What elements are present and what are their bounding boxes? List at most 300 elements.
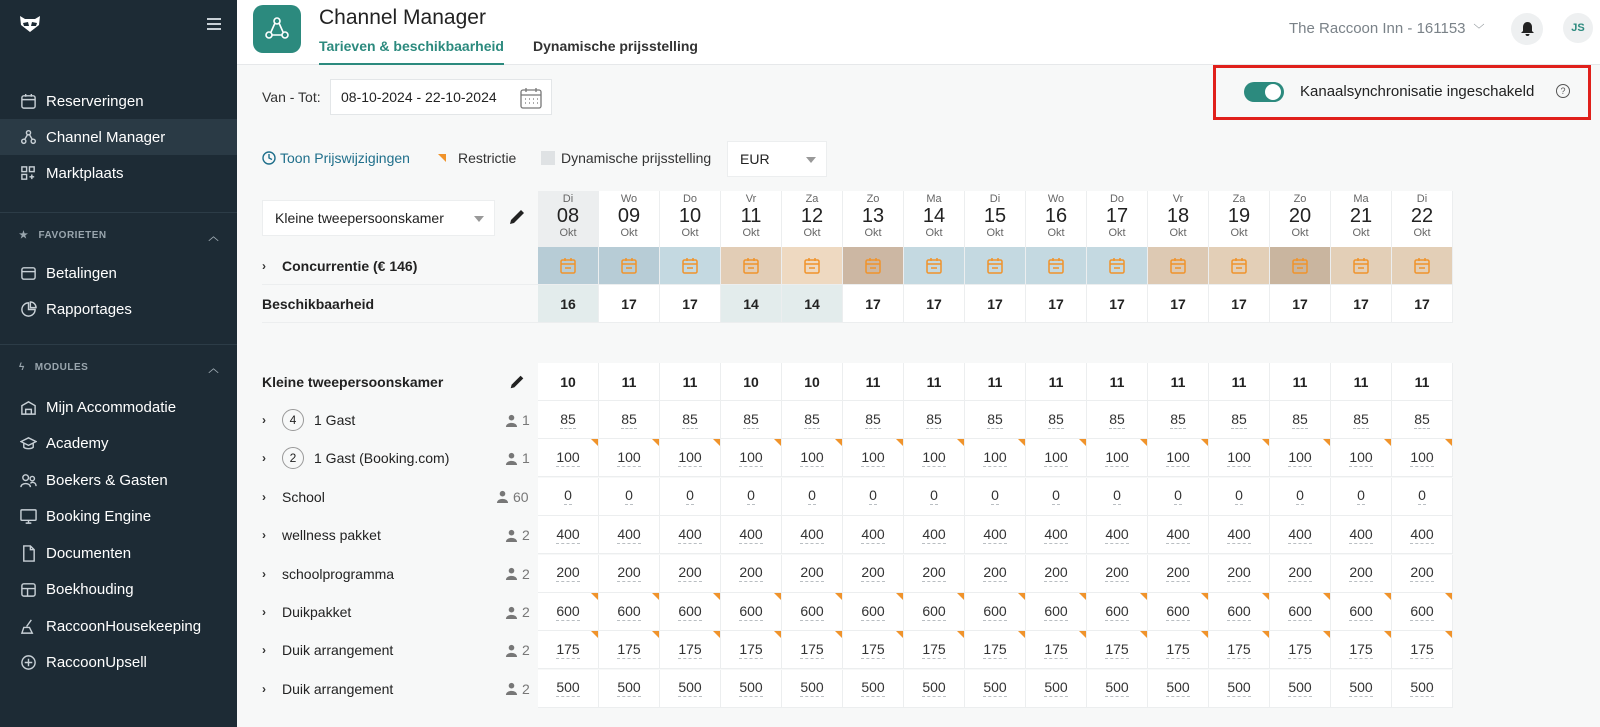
rate-price-cell[interactable]: 200 — [1209, 555, 1270, 593]
room-availability-cell[interactable]: 10 — [538, 363, 599, 401]
rate-plan-row-toggle[interactable]: › Duikpakket — [262, 604, 352, 620]
person-icon — [505, 606, 522, 619]
rate-price-cell[interactable]: 100 — [538, 439, 599, 477]
broom-icon — [19, 617, 37, 635]
restriction-marker-icon — [591, 439, 598, 446]
calendar-icon — [620, 257, 638, 275]
restriction-marker-icon — [652, 439, 659, 446]
rate-price-cell[interactable]: 400 — [965, 516, 1026, 554]
rate-price-cell[interactable]: 175 — [904, 631, 965, 669]
users-icon — [19, 471, 37, 489]
competition-cell[interactable] — [1209, 247, 1270, 285]
rate-price-cell[interactable]: 85 — [782, 401, 843, 439]
rate-price-cell[interactable]: 500 — [721, 670, 782, 708]
competition-cell[interactable] — [904, 247, 965, 285]
tab-dynamic-pricing[interactable]: Dynamische prijsstelling — [533, 38, 698, 54]
calendar-icon — [1413, 257, 1431, 275]
document-icon — [19, 544, 37, 562]
rate-price-cell[interactable]: 0 — [1026, 478, 1087, 516]
rate-price-cell[interactable]: 0 — [1331, 478, 1392, 516]
chevron-right-icon: › — [262, 259, 266, 273]
rate-plan-row-toggle[interactable]: › schoolprogramma — [262, 565, 395, 582]
calendar-icon — [19, 92, 37, 110]
rate-price-cell[interactable]: 100 — [1270, 439, 1331, 477]
restriction-marker-icon — [1201, 593, 1208, 600]
rate-price-cell[interactable]: 200 — [538, 555, 599, 593]
day-header: Wo 09 Okt — [599, 191, 660, 247]
availability-cell[interactable]: 14 — [782, 285, 843, 323]
day-header: Di 15 Okt — [965, 191, 1026, 247]
sidebar-item-booking-engine[interactable]: Booking Engine — [0, 499, 237, 535]
competition-cell[interactable] — [843, 247, 904, 285]
date-range-label: Van - Tot: — [262, 89, 321, 105]
competition-cell[interactable] — [1392, 247, 1453, 285]
competition-cell[interactable] — [660, 247, 721, 285]
rate-price-cell[interactable]: 200 — [1270, 555, 1331, 593]
day-header: Za 19 Okt — [1209, 191, 1270, 247]
restriction-marker-icon — [713, 593, 720, 600]
competition-cell[interactable] — [1270, 247, 1331, 285]
show-price-changes-link[interactable]: Toon Prijswijzigingen — [262, 150, 410, 166]
calendar-icon — [803, 257, 821, 275]
rate-price-cell[interactable]: 85 — [1026, 401, 1087, 439]
sidebar-item-reserveringen[interactable]: Reserveringen — [0, 83, 237, 119]
sidebar-item-documenten[interactable]: Documenten — [0, 535, 237, 571]
chevron-up-icon[interactable]: ︿ — [208, 232, 219, 243]
pie-chart-icon — [19, 300, 37, 318]
sidebar — [0, 0, 237, 727]
rate-price-cell[interactable]: 100 — [1392, 439, 1453, 477]
rate-price-cell[interactable]: 600 — [1209, 593, 1270, 631]
room-availability-cell[interactable]: 11 — [1087, 363, 1148, 401]
day-header: Do 17 Okt — [1087, 191, 1148, 247]
competition-cell[interactable] — [965, 247, 1026, 285]
rate-price-cell[interactable]: 200 — [782, 555, 843, 593]
day-header: Zo 13 Okt — [843, 191, 904, 247]
rate-price-cell[interactable]: 400 — [1087, 516, 1148, 554]
rate-price-cell[interactable]: 500 — [1392, 670, 1453, 708]
rate-price-cell[interactable]: 0 — [782, 478, 843, 516]
calendar-icon — [1352, 257, 1370, 275]
rate-price-cell[interactable]: 0 — [1270, 478, 1331, 516]
rate-price-cell[interactable]: 600 — [1026, 593, 1087, 631]
guest-count: 60 — [496, 478, 529, 516]
rate-count-badge: 4 — [282, 409, 304, 431]
rate-price-cell[interactable]: 400 — [1026, 516, 1087, 554]
rate-price-cell[interactable]: 400 — [843, 516, 904, 554]
restriction-marker-icon — [713, 631, 720, 638]
rate-price-cell[interactable]: 500 — [1087, 670, 1148, 708]
rate-price-cell[interactable]: 175 — [660, 631, 721, 669]
room-availability-cell[interactable]: 11 — [1148, 363, 1209, 401]
rate-plan-row-toggle[interactable]: › School — [262, 488, 325, 505]
rate-price-cell[interactable]: 600 — [1270, 593, 1331, 631]
rate-price-cell[interactable]: 175 — [965, 631, 1026, 669]
help-icon[interactable]: ? — [1556, 84, 1570, 98]
dynamic-pricing-legend: Dynamische prijsstelling — [541, 150, 711, 166]
competition-cell[interactable] — [721, 247, 782, 285]
room-availability-cell[interactable]: 10 — [721, 363, 782, 401]
chevron-right-icon: › — [262, 681, 266, 696]
rate-price-cell[interactable]: 175 — [1392, 631, 1453, 669]
edit-pencil-icon[interactable] — [508, 373, 526, 396]
rate-price-cell[interactable]: 500 — [1331, 670, 1392, 708]
room-availability-cell[interactable]: 11 — [1026, 363, 1087, 401]
availability-cell[interactable]: 14 — [721, 285, 782, 323]
guest-count: 2 — [505, 631, 530, 669]
competition-cell[interactable] — [599, 247, 660, 285]
rate-price-cell[interactable]: 0 — [1209, 478, 1270, 516]
calendar-icon — [1047, 257, 1065, 275]
rate-price-cell[interactable]: 400 — [1331, 516, 1392, 554]
rate-price-cell[interactable]: 85 — [1392, 401, 1453, 439]
raccoon-logo-icon[interactable] — [18, 14, 42, 34]
calendar-icon — [1291, 257, 1309, 275]
chevron-right-icon: › — [262, 566, 266, 581]
person-icon — [505, 529, 522, 542]
rate-price-cell[interactable]: 175 — [1026, 631, 1087, 669]
currency-select[interactable]: EUR — [727, 141, 827, 177]
guest-count: 2 — [505, 555, 530, 593]
calendar-icon — [1169, 257, 1187, 275]
date-range-input[interactable]: 08-10-2024 - 22-10-2024 — [330, 79, 552, 115]
restriction-legend: Restrictie — [438, 150, 516, 166]
restriction-marker-icon — [835, 631, 842, 638]
rate-price-cell[interactable]: 100 — [1331, 439, 1392, 477]
rate-price-cell[interactable]: 400 — [660, 516, 721, 554]
rate-price-cell[interactable]: 85 — [721, 401, 782, 439]
availability-cell[interactable]: 16 — [538, 285, 599, 323]
rate-price-cell[interactable]: 200 — [1026, 555, 1087, 593]
room-availability-cell[interactable]: 11 — [1270, 363, 1331, 401]
rate-price-cell[interactable]: 400 — [782, 516, 843, 554]
channel-sync-label: Kanaalsynchronisatie ingeschakeld — [1300, 83, 1535, 100]
rate-price-cell[interactable]: 400 — [904, 516, 965, 554]
sidebar-item-mijn-accommodatie[interactable]: Mijn Accommodatie — [0, 389, 237, 425]
tab-rates-availability[interactable]: Tarieven & beschikbaarheid — [319, 38, 504, 65]
competition-cell[interactable] — [1087, 247, 1148, 285]
rate-price-cell[interactable]: 0 — [599, 478, 660, 516]
rate-price-cell[interactable]: 175 — [599, 631, 660, 669]
rate-price-cell[interactable]: 100 — [965, 439, 1026, 477]
calendar-icon — [1230, 257, 1248, 275]
rate-price-cell[interactable]: 0 — [843, 478, 904, 516]
rate-price-cell[interactable]: 600 — [660, 593, 721, 631]
rate-price-cell[interactable]: 0 — [1392, 478, 1453, 516]
rate-price-cell[interactable]: 85 — [1331, 401, 1392, 439]
availability-cell[interactable]: 17 — [599, 285, 660, 323]
rate-price-cell[interactable]: 500 — [782, 670, 843, 708]
restriction-marker-icon — [591, 631, 598, 638]
sidebar-item-boekers-gasten[interactable]: Boekers & Gasten — [0, 462, 237, 498]
rate-price-cell[interactable]: 85 — [965, 401, 1026, 439]
rate-price-cell[interactable]: 85 — [843, 401, 904, 439]
guest-count: 2 — [505, 593, 530, 631]
channel-manager-app-icon — [253, 5, 301, 53]
calendar-icon — [864, 257, 882, 275]
rate-plan-row-toggle[interactable]: › 4 1 Gast — [262, 401, 355, 439]
dropdown-arrow-icon — [806, 157, 816, 163]
room-type-select[interactable]: Kleine tweepersoonskamer — [262, 200, 495, 236]
person-icon — [505, 567, 522, 580]
rate-price-cell[interactable]: 200 — [843, 555, 904, 593]
restriction-marker-icon — [1445, 439, 1452, 446]
room-availability-cell[interactable]: 11 — [1392, 363, 1453, 401]
room-availability-cell[interactable]: 11 — [599, 363, 660, 401]
rate-price-cell[interactable]: 200 — [1087, 555, 1148, 593]
rate-price-cell[interactable]: 400 — [1392, 516, 1453, 554]
rate-price-cell[interactable]: 600 — [721, 593, 782, 631]
rate-price-cell[interactable]: 100 — [904, 439, 965, 477]
day-header: Do 10 Okt — [660, 191, 721, 247]
rate-price-cell[interactable]: 200 — [1148, 555, 1209, 593]
restriction-marker-icon — [1079, 631, 1086, 638]
restriction-marker-icon — [1384, 631, 1391, 638]
sidebar-item-boekhouding[interactable]: Boekhouding — [0, 572, 237, 608]
rate-price-cell[interactable]: 600 — [965, 593, 1026, 631]
rate-price-cell[interactable]: 85 — [660, 401, 721, 439]
rate-price-cell[interactable]: 0 — [1148, 478, 1209, 516]
competition-cell[interactable] — [538, 247, 599, 285]
availability-cell[interactable]: 17 — [1026, 285, 1087, 323]
sidebar-item-raccoonupsell[interactable]: RaccoonUpsell — [0, 645, 237, 681]
rate-price-cell[interactable]: 500 — [1209, 670, 1270, 708]
chevron-right-icon: › — [262, 528, 266, 543]
rate-price-cell[interactable]: 175 — [782, 631, 843, 669]
rate-plan-row-toggle[interactable]: › wellness pakket — [262, 527, 381, 544]
restriction-marker-icon — [835, 593, 842, 600]
rate-price-cell[interactable]: 175 — [1087, 631, 1148, 669]
bolt-icon: ϟ — [19, 362, 25, 373]
rate-price-cell[interactable]: 200 — [1331, 555, 1392, 593]
rate-price-cell[interactable]: 400 — [1209, 516, 1270, 554]
rate-price-cell[interactable]: 0 — [965, 478, 1026, 516]
rate-price-cell[interactable]: 175 — [843, 631, 904, 669]
restriction-marker-icon — [957, 631, 964, 638]
restriction-marker-icon — [1140, 439, 1147, 446]
restriction-marker-icon — [835, 439, 842, 446]
rate-price-cell[interactable]: 85 — [1209, 401, 1270, 439]
restriction-marker-icon — [1323, 631, 1330, 638]
ledger-icon — [19, 581, 37, 599]
rate-price-cell[interactable]: 200 — [904, 555, 965, 593]
rate-price-cell[interactable]: 100 — [721, 439, 782, 477]
rate-plan-row-toggle[interactable]: › Duik arrangement — [262, 680, 394, 697]
restriction-marker-icon — [1323, 593, 1330, 600]
sidebar-item-academy[interactable]: Academy — [0, 426, 237, 462]
day-header: Vr 11 Okt — [721, 191, 782, 247]
availability-cell[interactable]: 17 — [1331, 285, 1392, 323]
chevron-down-icon: ﹀ — [1473, 24, 1485, 36]
rate-price-cell[interactable]: 175 — [1209, 631, 1270, 669]
calendar-icon — [559, 257, 577, 275]
person-icon — [505, 452, 522, 465]
rate-price-cell[interactable]: 85 — [538, 401, 599, 439]
restriction-marker-icon — [1018, 593, 1025, 600]
favorites-heading[interactable]: ★ FAVORIETEN ︿ — [19, 230, 219, 243]
sidebar-item-raccoonhousekeeping[interactable]: RaccoonHousekeeping — [0, 608, 237, 644]
calendar-icon — [742, 257, 760, 275]
sidebar-item-rapportages[interactable]: Rapportages — [0, 291, 237, 327]
rate-price-cell[interactable]: 85 — [904, 401, 965, 439]
notifications-button[interactable] — [1511, 13, 1543, 45]
rate-price-cell[interactable]: 600 — [1087, 593, 1148, 631]
rate-price-cell[interactable]: 500 — [965, 670, 1026, 708]
availability-cell[interactable]: 17 — [1148, 285, 1209, 323]
availability-cell[interactable]: 17 — [965, 285, 1026, 323]
calendar-icon[interactable] — [519, 86, 543, 110]
room-availability-cell[interactable]: 11 — [1331, 363, 1392, 401]
rate-price-cell[interactable]: 100 — [660, 439, 721, 477]
rate-price-cell[interactable]: 600 — [599, 593, 660, 631]
rate-price-cell[interactable]: 400 — [538, 516, 599, 554]
rate-price-cell[interactable]: 500 — [1148, 670, 1209, 708]
rate-price-cell[interactable]: 0 — [1087, 478, 1148, 516]
channel-sync-toggle[interactable] — [1244, 82, 1284, 102]
person-icon — [496, 490, 513, 503]
chevron-right-icon: › — [262, 489, 266, 504]
rate-price-cell[interactable]: 200 — [1392, 555, 1453, 593]
rate-price-cell[interactable]: 100 — [843, 439, 904, 477]
rate-price-cell[interactable]: 175 — [538, 631, 599, 669]
rate-price-cell[interactable]: 175 — [721, 631, 782, 669]
rate-price-cell[interactable]: 175 — [1270, 631, 1331, 669]
rate-price-cell[interactable]: 175 — [1148, 631, 1209, 669]
rate-price-cell[interactable]: 200 — [965, 555, 1026, 593]
rate-price-cell[interactable]: 600 — [843, 593, 904, 631]
rate-price-cell[interactable]: 500 — [538, 670, 599, 708]
rate-plan-row-toggle[interactable]: › 2 1 Gast (Booking.com) — [262, 439, 449, 477]
bell-icon — [1520, 21, 1535, 37]
availability-cell[interactable]: 17 — [843, 285, 904, 323]
rate-price-cell[interactable]: 0 — [660, 478, 721, 516]
rate-price-cell[interactable]: 600 — [538, 593, 599, 631]
rate-price-cell[interactable]: 600 — [782, 593, 843, 631]
rate-price-cell[interactable]: 85 — [1148, 401, 1209, 439]
sidebar-item-channel-manager[interactable]: Channel Manager — [0, 119, 237, 155]
day-header: Zo 20 Okt — [1270, 191, 1331, 247]
room-row-label[interactable]: Kleine tweepersoonskamer — [262, 374, 444, 390]
rate-price-cell[interactable]: 500 — [904, 670, 965, 708]
star-icon: ★ — [19, 230, 29, 241]
calendar-icon — [681, 257, 699, 275]
chevron-up-icon[interactable]: ︿ — [208, 364, 219, 375]
rate-price-cell[interactable]: 400 — [721, 516, 782, 554]
chevron-right-icon: › — [262, 451, 266, 466]
rate-price-cell[interactable]: 100 — [1209, 439, 1270, 477]
competition-cell[interactable] — [1331, 247, 1392, 285]
restriction-marker-icon — [957, 593, 964, 600]
rate-price-cell[interactable]: 100 — [1087, 439, 1148, 477]
rate-price-cell[interactable]: 100 — [599, 439, 660, 477]
edit-pencil-icon[interactable] — [507, 207, 527, 227]
chevron-right-icon: › — [262, 605, 266, 619]
user-avatar[interactable]: JS — [1563, 13, 1593, 43]
person-icon — [505, 644, 522, 657]
rate-price-cell[interactable]: 200 — [721, 555, 782, 593]
restriction-marker-icon — [1140, 593, 1147, 600]
rate-price-cell[interactable]: 0 — [538, 478, 599, 516]
rate-price-cell[interactable]: 100 — [1148, 439, 1209, 477]
rate-price-cell[interactable]: 400 — [599, 516, 660, 554]
restriction-marker-icon — [774, 593, 781, 600]
room-availability-cell[interactable]: 11 — [843, 363, 904, 401]
rate-price-cell[interactable]: 600 — [904, 593, 965, 631]
restriction-marker-icon — [896, 631, 903, 638]
rate-price-cell[interactable]: 200 — [599, 555, 660, 593]
day-header: Di 22 Okt — [1392, 191, 1453, 247]
rate-plan-row-toggle[interactable]: › Duik arrangement — [262, 642, 394, 659]
availability-cell[interactable]: 17 — [904, 285, 965, 323]
rate-price-cell[interactable]: 0 — [721, 478, 782, 516]
availability-cell[interactable]: 17 — [1209, 285, 1270, 323]
chevron-right-icon: › — [262, 643, 266, 658]
rate-price-cell[interactable]: 600 — [1331, 593, 1392, 631]
rate-price-cell[interactable]: 400 — [1270, 516, 1331, 554]
restriction-marker-icon — [1384, 439, 1391, 446]
grid-plus-icon — [19, 164, 37, 182]
rate-price-cell[interactable]: 175 — [1331, 631, 1392, 669]
room-availability-cell[interactable]: 10 — [782, 363, 843, 401]
competition-cell[interactable] — [1026, 247, 1087, 285]
competition-row-toggle[interactable]: › Concurrentie (€ 146) — [262, 258, 418, 274]
rate-price-cell[interactable]: 85 — [1270, 401, 1331, 439]
availability-cell[interactable]: 17 — [1392, 285, 1453, 323]
modules-heading[interactable]: ϟ MODULES ︿ — [19, 362, 219, 375]
rate-price-cell[interactable]: 85 — [1087, 401, 1148, 439]
graduation-cap-icon — [19, 435, 37, 453]
availability-cell[interactable]: 17 — [1087, 285, 1148, 323]
rate-price-cell[interactable]: 500 — [843, 670, 904, 708]
rate-price-cell[interactable]: 500 — [1026, 670, 1087, 708]
availability-cell[interactable]: 17 — [660, 285, 721, 323]
sidebar-item-marktplaats[interactable]: Marktplaats — [0, 155, 237, 191]
room-availability-cell[interactable]: 11 — [1209, 363, 1270, 401]
rate-price-cell[interactable]: 600 — [1392, 593, 1453, 631]
person-icon — [505, 682, 522, 695]
clock-icon — [262, 151, 276, 165]
rate-price-cell[interactable]: 500 — [599, 670, 660, 708]
restriction-marker-icon — [1201, 439, 1208, 446]
property-selector[interactable]: The Raccoon Inn - 161153 ﹀ — [1289, 20, 1485, 37]
rate-price-cell[interactable]: 500 — [660, 670, 721, 708]
rate-price-cell[interactable]: 100 — [782, 439, 843, 477]
rate-price-cell[interactable]: 85 — [599, 401, 660, 439]
sidebar-divider — [0, 344, 237, 345]
rate-price-cell[interactable]: 400 — [1148, 516, 1209, 554]
room-availability-cell[interactable]: 11 — [660, 363, 721, 401]
competition-cell[interactable] — [782, 247, 843, 285]
competition-cell[interactable] — [1148, 247, 1209, 285]
rate-price-cell[interactable]: 600 — [1148, 593, 1209, 631]
sidebar-item-betalingen[interactable]: Betalingen — [0, 255, 237, 291]
rate-price-cell[interactable]: 100 — [1026, 439, 1087, 477]
room-availability-cell[interactable]: 11 — [965, 363, 1026, 401]
rate-price-cell[interactable]: 200 — [660, 555, 721, 593]
rate-price-cell[interactable]: 0 — [904, 478, 965, 516]
calendar-icon — [986, 257, 1004, 275]
restriction-marker-icon — [1201, 631, 1208, 638]
rate-price-cell[interactable]: 500 — [1270, 670, 1331, 708]
availability-row-label[interactable]: Beschikbaarheid — [262, 296, 375, 312]
room-availability-cell[interactable]: 11 — [904, 363, 965, 401]
restriction-marker-icon — [652, 593, 659, 600]
restriction-marker-icon — [896, 593, 903, 600]
restriction-marker-icon — [1079, 439, 1086, 446]
menu-toggle-icon[interactable] — [207, 18, 221, 30]
availability-cell[interactable]: 17 — [1270, 285, 1331, 323]
guest-count: 1 — [505, 401, 530, 439]
